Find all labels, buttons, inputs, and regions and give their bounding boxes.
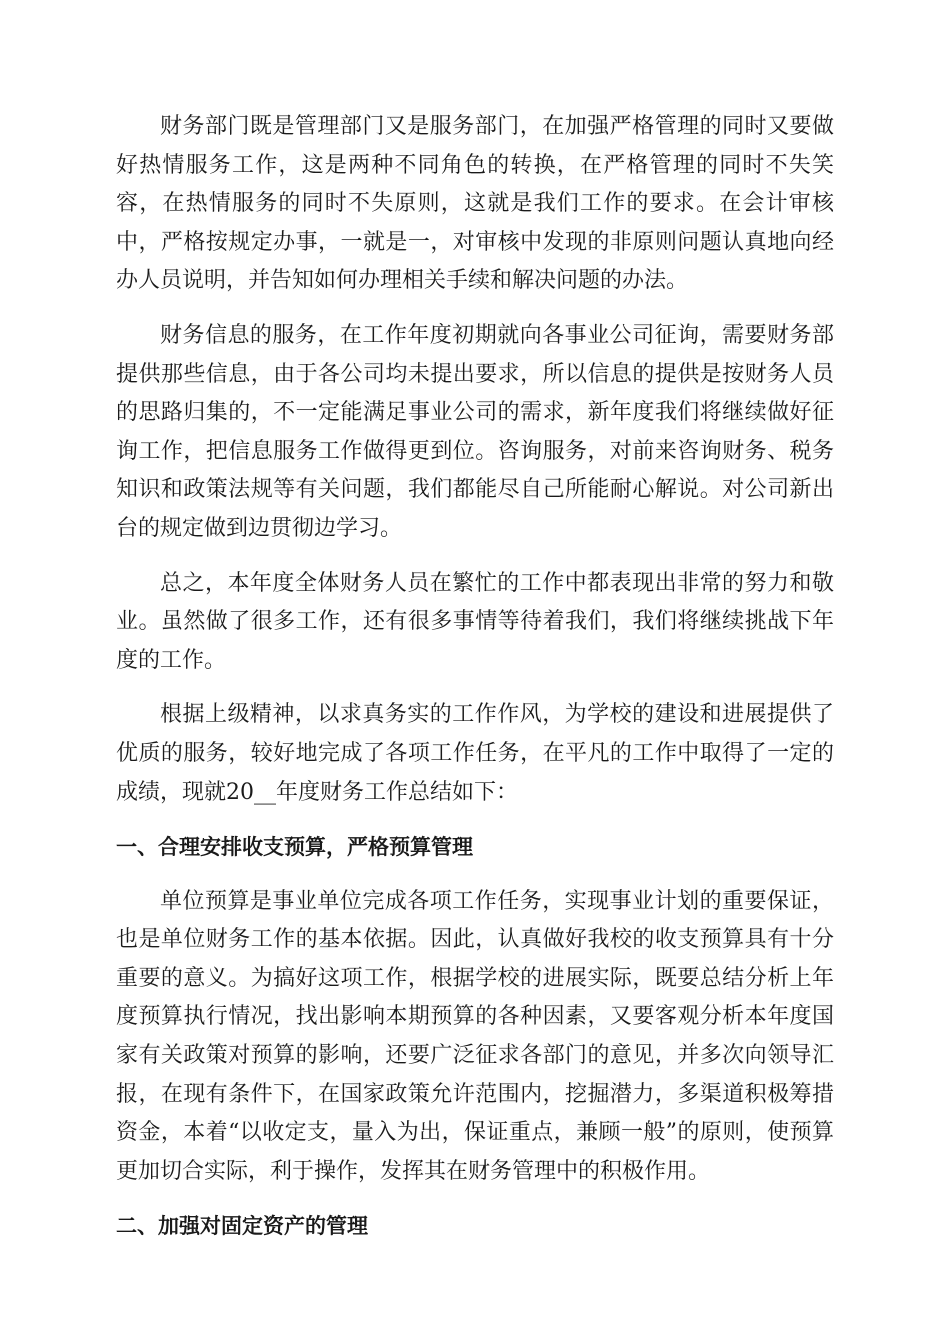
paragraph-service-role: 财务部门既是管理部门又是服务部门，在加强严格管理的同时又要做好热情服务工作，这是两种不同角色的转换，在严格管理的同时不失笑容，在热情服务的同时不失原则，这就是我们工作的要求。在会计审核中，严格按规定办事，一就是一，对审核中发现的非原则问题认真地向经办人员说明，并告知如何办理相关手续和解决问题的办法。: [116, 114, 834, 294]
section-heading-fixed-assets: 二、加强对固定资产的管理: [116, 1214, 368, 1239]
section-heading-budget: 一、合理安排收支预算，严格预算管理: [116, 835, 473, 860]
paragraph-annual-intro: 根据上级精神，以求真务实的工作作风，为学校的建设和进展提供了优质的服务，较好地完成了各项工作任务，在平凡的工作中取得了一定的成绩，现就20__年度财务工作总结如下：: [116, 702, 834, 805]
paragraph-information-service: 财务信息的服务，在工作年度初期就向各事业公司征询，需要财务部提供那些信息，由于各公司均未提出要求，所以信息的提供是按财务人员的思路归集的，不一定能满足事业公司的需求，新年度我们将继续做好征询工作，把信息服务工作做得更到位。咨询服务，对前来咨询财务、税务知识和政策法规等有关问题，我们都能尽自己所能耐心解说。对公司新出台的规定做到边贯彻边学习。: [116, 322, 834, 541]
document-page: [116, 108, 834, 1262]
paragraph-summary: 总之，本年度全体财务人员在繁忙的工作中都表现出非常的努力和敬业。虽然做了很多工作，还有很多事情等待着我们，我们将继续挑战下年度的工作。: [116, 570, 834, 673]
paragraph-budget: 单位预算是事业单位完成各项工作任务，实现事业计划的重要保证，也是单位财务工作的基本依据。因此，认真做好我校的收支预算具有十分重要的意义。为搞好这项工作，根据学校的进展实际，既要总结分析上年度预算执行情况，找出影响本期预算的各种因素，又要客观分析本年度国家有关政策对预算的影响，还要广泛征求各部门的意见，并多次向领导汇报，在现有条件下，在国家政策允许范围内，挖掘潜力，多渠道积极筹措资金，本着“以收定支，量入为出，保证重点，兼顾一般”的原则，使预算更加切合实际，利于操作，发挥其在财务管理中的积极作用。: [116, 888, 834, 1184]
